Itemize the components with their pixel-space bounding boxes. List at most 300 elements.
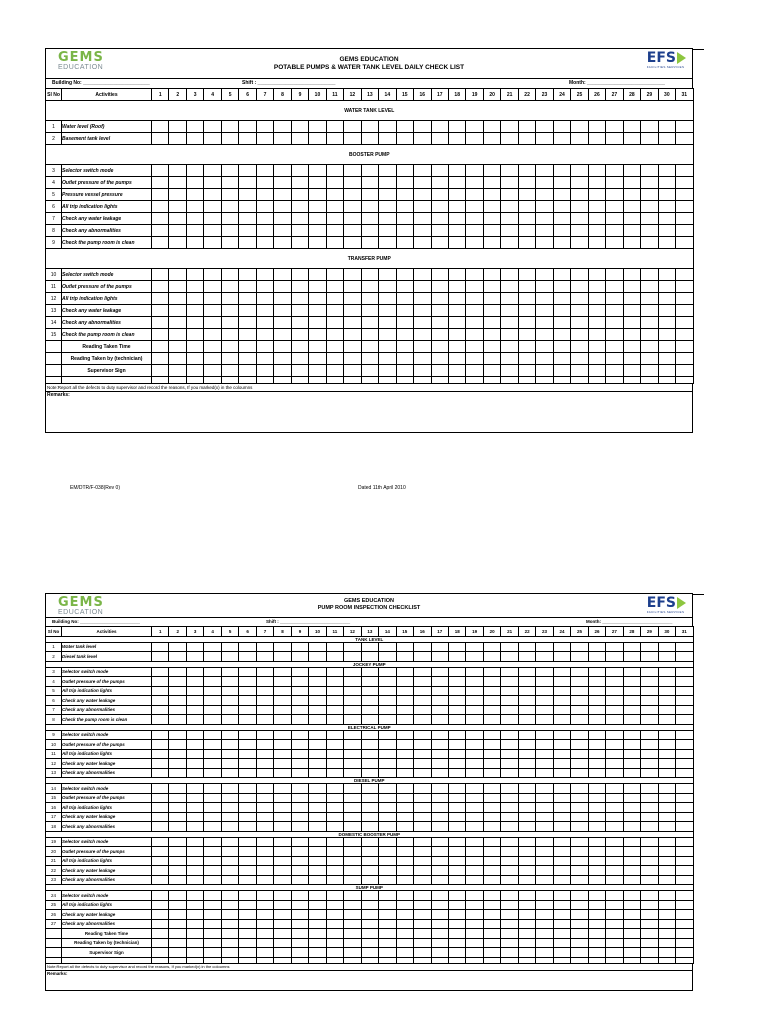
day-check-cell[interactable] bbox=[221, 293, 238, 305]
day-check-cell[interactable] bbox=[396, 201, 413, 213]
day-check-cell[interactable] bbox=[256, 875, 273, 885]
day-check-cell[interactable] bbox=[658, 281, 675, 293]
day-check-cell[interactable] bbox=[588, 919, 605, 929]
day-check-cell[interactable] bbox=[676, 281, 693, 293]
day-check-cell[interactable] bbox=[553, 201, 570, 213]
day-check-cell[interactable] bbox=[309, 305, 326, 317]
day-check-cell[interactable] bbox=[448, 201, 465, 213]
day-check-cell[interactable] bbox=[588, 812, 605, 822]
day-check-cell[interactable] bbox=[186, 875, 203, 885]
day-check-cell[interactable] bbox=[239, 225, 256, 237]
day-check-cell[interactable] bbox=[221, 353, 238, 365]
day-check-cell[interactable] bbox=[204, 281, 221, 293]
day-check-cell[interactable] bbox=[326, 847, 343, 857]
day-check-cell[interactable] bbox=[658, 225, 675, 237]
day-check-cell[interactable] bbox=[221, 269, 238, 281]
day-check-cell[interactable] bbox=[291, 305, 308, 317]
day-check-cell[interactable] bbox=[483, 341, 500, 353]
day-check-cell[interactable] bbox=[274, 856, 291, 866]
day-check-cell[interactable] bbox=[483, 891, 500, 901]
day-check-cell[interactable] bbox=[291, 365, 308, 377]
day-check-cell[interactable] bbox=[571, 305, 588, 317]
day-check-cell[interactable] bbox=[152, 822, 169, 832]
day-check-cell[interactable] bbox=[431, 667, 448, 677]
day-check-cell[interactable] bbox=[466, 822, 483, 832]
day-check-cell[interactable] bbox=[204, 165, 221, 177]
day-check-cell[interactable] bbox=[431, 847, 448, 857]
day-check-cell[interactable] bbox=[658, 740, 675, 750]
day-check-cell[interactable] bbox=[536, 740, 553, 750]
day-check-cell[interactable] bbox=[344, 189, 361, 201]
day-check-cell[interactable] bbox=[588, 837, 605, 847]
shift-field[interactable]: Shift : ____________________________ bbox=[242, 80, 336, 86]
day-check-cell[interactable] bbox=[501, 740, 518, 750]
day-check-cell[interactable] bbox=[326, 793, 343, 803]
day-check-cell[interactable] bbox=[361, 201, 378, 213]
day-check-cell[interactable] bbox=[536, 329, 553, 341]
day-check-cell[interactable] bbox=[448, 910, 465, 920]
day-check-cell[interactable] bbox=[169, 293, 186, 305]
day-check-cell[interactable] bbox=[448, 652, 465, 662]
day-check-cell[interactable] bbox=[623, 875, 640, 885]
day-check-cell[interactable] bbox=[641, 910, 658, 920]
day-check-cell[interactable] bbox=[501, 749, 518, 759]
day-check-cell[interactable] bbox=[448, 768, 465, 778]
day-check-cell[interactable] bbox=[448, 667, 465, 677]
day-check-cell[interactable] bbox=[466, 948, 483, 958]
day-check-cell[interactable] bbox=[518, 900, 535, 910]
day-check-cell[interactable] bbox=[379, 793, 396, 803]
day-check-cell[interactable] bbox=[291, 803, 308, 813]
day-check-cell[interactable] bbox=[588, 225, 605, 237]
day-check-cell[interactable] bbox=[571, 705, 588, 715]
day-check-cell[interactable] bbox=[396, 696, 413, 706]
day-check-cell[interactable] bbox=[518, 759, 535, 769]
day-check-cell[interactable] bbox=[309, 730, 326, 740]
day-check-cell[interactable] bbox=[414, 793, 431, 803]
day-check-cell[interactable] bbox=[239, 667, 256, 677]
day-check-cell[interactable] bbox=[169, 225, 186, 237]
day-check-cell[interactable] bbox=[606, 341, 623, 353]
day-check-cell[interactable] bbox=[431, 213, 448, 225]
day-check-cell[interactable] bbox=[588, 740, 605, 750]
day-check-cell[interactable] bbox=[641, 293, 658, 305]
day-check-cell[interactable] bbox=[553, 784, 570, 794]
day-check-cell[interactable] bbox=[361, 730, 378, 740]
day-check-cell[interactable] bbox=[536, 165, 553, 177]
day-check-cell[interactable] bbox=[169, 749, 186, 759]
day-check-cell[interactable] bbox=[448, 281, 465, 293]
day-check-cell[interactable] bbox=[221, 677, 238, 687]
day-check-cell[interactable] bbox=[501, 281, 518, 293]
day-check-cell[interactable] bbox=[588, 875, 605, 885]
day-check-cell[interactable] bbox=[414, 317, 431, 329]
day-check-cell[interactable] bbox=[553, 281, 570, 293]
day-check-cell[interactable] bbox=[291, 740, 308, 750]
day-check-cell[interactable] bbox=[536, 365, 553, 377]
day-check-cell[interactable] bbox=[309, 189, 326, 201]
day-check-cell[interactable] bbox=[466, 329, 483, 341]
day-check-cell[interactable] bbox=[676, 341, 693, 353]
day-check-cell[interactable] bbox=[641, 730, 658, 740]
day-check-cell[interactable] bbox=[396, 281, 413, 293]
day-check-cell[interactable] bbox=[239, 237, 256, 249]
day-check-cell[interactable] bbox=[501, 822, 518, 832]
day-check-cell[interactable] bbox=[448, 353, 465, 365]
day-check-cell[interactable] bbox=[396, 856, 413, 866]
day-check-cell[interactable] bbox=[483, 189, 500, 201]
day-check-cell[interactable] bbox=[239, 900, 256, 910]
day-check-cell[interactable] bbox=[274, 812, 291, 822]
day-check-cell[interactable] bbox=[606, 121, 623, 133]
day-check-cell[interactable] bbox=[186, 759, 203, 769]
day-check-cell[interactable] bbox=[553, 133, 570, 145]
day-check-cell[interactable] bbox=[379, 875, 396, 885]
day-check-cell[interactable] bbox=[536, 730, 553, 740]
day-check-cell[interactable] bbox=[448, 121, 465, 133]
day-check-cell[interactable] bbox=[326, 929, 343, 939]
day-check-cell[interactable] bbox=[606, 900, 623, 910]
day-check-cell[interactable] bbox=[291, 866, 308, 876]
day-check-cell[interactable] bbox=[204, 803, 221, 813]
day-check-cell[interactable] bbox=[326, 837, 343, 847]
day-check-cell[interactable] bbox=[466, 365, 483, 377]
day-check-cell[interactable] bbox=[536, 189, 553, 201]
day-check-cell[interactable] bbox=[466, 269, 483, 281]
day-check-cell[interactable] bbox=[326, 281, 343, 293]
day-check-cell[interactable] bbox=[501, 177, 518, 189]
day-check-cell[interactable] bbox=[518, 705, 535, 715]
day-check-cell[interactable] bbox=[553, 353, 570, 365]
day-check-cell[interactable] bbox=[466, 652, 483, 662]
day-check-cell[interactable] bbox=[536, 822, 553, 832]
day-check-cell[interactable] bbox=[518, 677, 535, 687]
day-check-cell[interactable] bbox=[326, 642, 343, 652]
day-check-cell[interactable] bbox=[623, 652, 640, 662]
day-check-cell[interactable] bbox=[641, 938, 658, 948]
day-check-cell[interactable] bbox=[204, 237, 221, 249]
day-check-cell[interactable] bbox=[152, 667, 169, 677]
day-check-cell[interactable] bbox=[431, 686, 448, 696]
day-check-cell[interactable] bbox=[326, 293, 343, 305]
day-check-cell[interactable] bbox=[571, 225, 588, 237]
day-check-cell[interactable] bbox=[588, 730, 605, 740]
day-check-cell[interactable] bbox=[466, 293, 483, 305]
day-check-cell[interactable] bbox=[256, 900, 273, 910]
day-check-cell[interactable] bbox=[606, 803, 623, 813]
day-check-cell[interactable] bbox=[431, 201, 448, 213]
day-check-cell[interactable] bbox=[361, 938, 378, 948]
day-check-cell[interactable] bbox=[379, 305, 396, 317]
day-check-cell[interactable] bbox=[448, 305, 465, 317]
day-check-cell[interactable] bbox=[553, 165, 570, 177]
day-check-cell[interactable] bbox=[221, 822, 238, 832]
day-check-cell[interactable] bbox=[344, 305, 361, 317]
day-check-cell[interactable] bbox=[501, 919, 518, 929]
day-check-cell[interactable] bbox=[186, 365, 203, 377]
day-check-cell[interactable] bbox=[658, 929, 675, 939]
day-check-cell[interactable] bbox=[309, 341, 326, 353]
day-check-cell[interactable] bbox=[466, 165, 483, 177]
day-check-cell[interactable] bbox=[448, 329, 465, 341]
day-check-cell[interactable] bbox=[169, 793, 186, 803]
day-check-cell[interactable] bbox=[641, 667, 658, 677]
day-check-cell[interactable] bbox=[152, 293, 169, 305]
day-check-cell[interactable] bbox=[466, 189, 483, 201]
day-check-cell[interactable] bbox=[466, 900, 483, 910]
day-check-cell[interactable] bbox=[152, 759, 169, 769]
day-check-cell[interactable] bbox=[309, 365, 326, 377]
day-check-cell[interactable] bbox=[204, 768, 221, 778]
day-check-cell[interactable] bbox=[466, 201, 483, 213]
day-check-cell[interactable] bbox=[623, 696, 640, 706]
day-check-cell[interactable] bbox=[396, 803, 413, 813]
day-check-cell[interactable] bbox=[606, 213, 623, 225]
day-check-cell[interactable] bbox=[396, 225, 413, 237]
day-check-cell[interactable] bbox=[658, 201, 675, 213]
day-check-cell[interactable] bbox=[361, 696, 378, 706]
day-check-cell[interactable] bbox=[431, 237, 448, 249]
day-check-cell[interactable] bbox=[344, 365, 361, 377]
day-check-cell[interactable] bbox=[239, 866, 256, 876]
day-check-cell[interactable] bbox=[606, 837, 623, 847]
day-check-cell[interactable] bbox=[379, 667, 396, 677]
day-check-cell[interactable] bbox=[501, 353, 518, 365]
day-check-cell[interactable] bbox=[588, 686, 605, 696]
day-check-cell[interactable] bbox=[344, 740, 361, 750]
day-check-cell[interactable] bbox=[623, 177, 640, 189]
day-check-cell[interactable] bbox=[536, 696, 553, 706]
day-check-cell[interactable] bbox=[536, 900, 553, 910]
day-check-cell[interactable] bbox=[658, 329, 675, 341]
day-check-cell[interactable] bbox=[291, 281, 308, 293]
day-check-cell[interactable] bbox=[553, 225, 570, 237]
day-check-cell[interactable] bbox=[344, 133, 361, 145]
day-check-cell[interactable] bbox=[291, 948, 308, 958]
day-check-cell[interactable] bbox=[152, 705, 169, 715]
day-check-cell[interactable] bbox=[309, 652, 326, 662]
day-check-cell[interactable] bbox=[396, 822, 413, 832]
day-check-cell[interactable] bbox=[641, 837, 658, 847]
day-check-cell[interactable] bbox=[466, 133, 483, 145]
day-check-cell[interactable] bbox=[588, 696, 605, 706]
day-check-cell[interactable] bbox=[518, 948, 535, 958]
day-check-cell[interactable] bbox=[431, 705, 448, 715]
day-check-cell[interactable] bbox=[623, 213, 640, 225]
day-check-cell[interactable] bbox=[256, 696, 273, 706]
day-check-cell[interactable] bbox=[204, 749, 221, 759]
day-check-cell[interactable] bbox=[256, 237, 273, 249]
day-check-cell[interactable] bbox=[186, 353, 203, 365]
day-check-cell[interactable] bbox=[379, 730, 396, 740]
day-check-cell[interactable] bbox=[536, 875, 553, 885]
day-check-cell[interactable] bbox=[291, 812, 308, 822]
day-check-cell[interactable] bbox=[641, 696, 658, 706]
day-check-cell[interactable] bbox=[483, 866, 500, 876]
day-check-cell[interactable] bbox=[169, 803, 186, 813]
day-check-cell[interactable] bbox=[344, 929, 361, 939]
day-check-cell[interactable] bbox=[518, 329, 535, 341]
day-check-cell[interactable] bbox=[274, 642, 291, 652]
day-check-cell[interactable] bbox=[186, 667, 203, 677]
day-check-cell[interactable] bbox=[658, 177, 675, 189]
day-check-cell[interactable] bbox=[623, 225, 640, 237]
day-check-cell[interactable] bbox=[204, 929, 221, 939]
day-check-cell[interactable] bbox=[606, 948, 623, 958]
day-check-cell[interactable] bbox=[396, 686, 413, 696]
day-check-cell[interactable] bbox=[466, 237, 483, 249]
day-check-cell[interactable] bbox=[448, 165, 465, 177]
day-check-cell[interactable] bbox=[676, 305, 693, 317]
day-check-cell[interactable] bbox=[396, 213, 413, 225]
day-check-cell[interactable] bbox=[536, 677, 553, 687]
day-check-cell[interactable] bbox=[326, 856, 343, 866]
day-check-cell[interactable] bbox=[309, 237, 326, 249]
day-check-cell[interactable] bbox=[641, 929, 658, 939]
day-check-cell[interactable] bbox=[518, 341, 535, 353]
day-check-cell[interactable] bbox=[571, 642, 588, 652]
day-check-cell[interactable] bbox=[571, 293, 588, 305]
day-check-cell[interactable] bbox=[588, 768, 605, 778]
day-check-cell[interactable] bbox=[536, 293, 553, 305]
day-check-cell[interactable] bbox=[221, 910, 238, 920]
day-check-cell[interactable] bbox=[204, 847, 221, 857]
day-check-cell[interactable] bbox=[641, 784, 658, 794]
day-check-cell[interactable] bbox=[606, 784, 623, 794]
day-check-cell[interactable] bbox=[641, 652, 658, 662]
day-check-cell[interactable] bbox=[221, 133, 238, 145]
day-check-cell[interactable] bbox=[623, 891, 640, 901]
day-check-cell[interactable] bbox=[588, 237, 605, 249]
day-check-cell[interactable] bbox=[204, 213, 221, 225]
day-check-cell[interactable] bbox=[658, 803, 675, 813]
day-check-cell[interactable] bbox=[204, 189, 221, 201]
day-check-cell[interactable] bbox=[274, 213, 291, 225]
day-check-cell[interactable] bbox=[204, 910, 221, 920]
day-check-cell[interactable] bbox=[414, 293, 431, 305]
day-check-cell[interactable] bbox=[361, 121, 378, 133]
day-check-cell[interactable] bbox=[588, 866, 605, 876]
day-check-cell[interactable] bbox=[571, 875, 588, 885]
day-check-cell[interactable] bbox=[623, 329, 640, 341]
day-check-cell[interactable] bbox=[169, 189, 186, 201]
day-check-cell[interactable] bbox=[204, 317, 221, 329]
day-check-cell[interactable] bbox=[623, 667, 640, 677]
shift-field[interactable]: Shift : ____________________________ bbox=[266, 619, 351, 624]
day-check-cell[interactable] bbox=[448, 919, 465, 929]
day-check-cell[interactable] bbox=[483, 365, 500, 377]
day-check-cell[interactable] bbox=[256, 803, 273, 813]
day-check-cell[interactable] bbox=[641, 213, 658, 225]
day-check-cell[interactable] bbox=[431, 910, 448, 920]
day-check-cell[interactable] bbox=[239, 329, 256, 341]
day-check-cell[interactable] bbox=[221, 696, 238, 706]
day-check-cell[interactable] bbox=[361, 856, 378, 866]
day-check-cell[interactable] bbox=[483, 121, 500, 133]
day-check-cell[interactable] bbox=[326, 365, 343, 377]
day-check-cell[interactable] bbox=[204, 793, 221, 803]
day-check-cell[interactable] bbox=[641, 305, 658, 317]
day-check-cell[interactable] bbox=[291, 667, 308, 677]
day-check-cell[interactable] bbox=[431, 793, 448, 803]
day-check-cell[interactable] bbox=[396, 812, 413, 822]
day-check-cell[interactable] bbox=[641, 812, 658, 822]
day-check-cell[interactable] bbox=[606, 177, 623, 189]
day-check-cell[interactable] bbox=[536, 341, 553, 353]
day-check-cell[interactable] bbox=[448, 177, 465, 189]
day-check-cell[interactable] bbox=[326, 715, 343, 725]
day-check-cell[interactable] bbox=[658, 948, 675, 958]
day-check-cell[interactable] bbox=[588, 705, 605, 715]
day-check-cell[interactable] bbox=[606, 133, 623, 145]
day-check-cell[interactable] bbox=[186, 803, 203, 813]
day-check-cell[interactable] bbox=[309, 740, 326, 750]
day-check-cell[interactable] bbox=[606, 749, 623, 759]
day-check-cell[interactable] bbox=[361, 213, 378, 225]
day-check-cell[interactable] bbox=[204, 759, 221, 769]
day-check-cell[interactable] bbox=[291, 919, 308, 929]
day-check-cell[interactable] bbox=[414, 341, 431, 353]
day-check-cell[interactable] bbox=[466, 910, 483, 920]
day-check-cell[interactable] bbox=[204, 715, 221, 725]
day-check-cell[interactable] bbox=[274, 652, 291, 662]
day-check-cell[interactable] bbox=[431, 269, 448, 281]
day-check-cell[interactable] bbox=[606, 281, 623, 293]
day-check-cell[interactable] bbox=[344, 696, 361, 706]
day-check-cell[interactable] bbox=[152, 715, 169, 725]
day-check-cell[interactable] bbox=[658, 812, 675, 822]
day-check-cell[interactable] bbox=[501, 856, 518, 866]
day-check-cell[interactable] bbox=[606, 730, 623, 740]
day-check-cell[interactable] bbox=[571, 189, 588, 201]
day-check-cell[interactable] bbox=[169, 201, 186, 213]
day-check-cell[interactable] bbox=[361, 793, 378, 803]
day-check-cell[interactable] bbox=[204, 875, 221, 885]
day-check-cell[interactable] bbox=[414, 696, 431, 706]
day-check-cell[interactable] bbox=[204, 784, 221, 794]
day-check-cell[interactable] bbox=[274, 784, 291, 794]
day-check-cell[interactable] bbox=[623, 705, 640, 715]
day-check-cell[interactable] bbox=[274, 803, 291, 813]
day-check-cell[interactable] bbox=[326, 866, 343, 876]
day-check-cell[interactable] bbox=[483, 686, 500, 696]
day-check-cell[interactable] bbox=[344, 856, 361, 866]
day-check-cell[interactable] bbox=[623, 686, 640, 696]
day-check-cell[interactable] bbox=[658, 749, 675, 759]
day-check-cell[interactable] bbox=[588, 715, 605, 725]
day-check-cell[interactable] bbox=[291, 201, 308, 213]
day-check-cell[interactable] bbox=[379, 910, 396, 920]
day-check-cell[interactable] bbox=[588, 652, 605, 662]
day-check-cell[interactable] bbox=[658, 293, 675, 305]
day-check-cell[interactable] bbox=[326, 237, 343, 249]
day-check-cell[interactable] bbox=[606, 759, 623, 769]
day-check-cell[interactable] bbox=[518, 165, 535, 177]
day-check-cell[interactable] bbox=[466, 784, 483, 794]
day-check-cell[interactable] bbox=[448, 803, 465, 813]
day-check-cell[interactable] bbox=[466, 317, 483, 329]
day-check-cell[interactable] bbox=[518, 715, 535, 725]
day-check-cell[interactable] bbox=[571, 165, 588, 177]
day-check-cell[interactable] bbox=[361, 891, 378, 901]
day-check-cell[interactable] bbox=[379, 847, 396, 857]
day-check-cell[interactable] bbox=[466, 353, 483, 365]
day-check-cell[interactable] bbox=[606, 293, 623, 305]
day-check-cell[interactable] bbox=[221, 749, 238, 759]
day-check-cell[interactable] bbox=[553, 910, 570, 920]
day-check-cell[interactable] bbox=[553, 305, 570, 317]
day-check-cell[interactable] bbox=[553, 365, 570, 377]
